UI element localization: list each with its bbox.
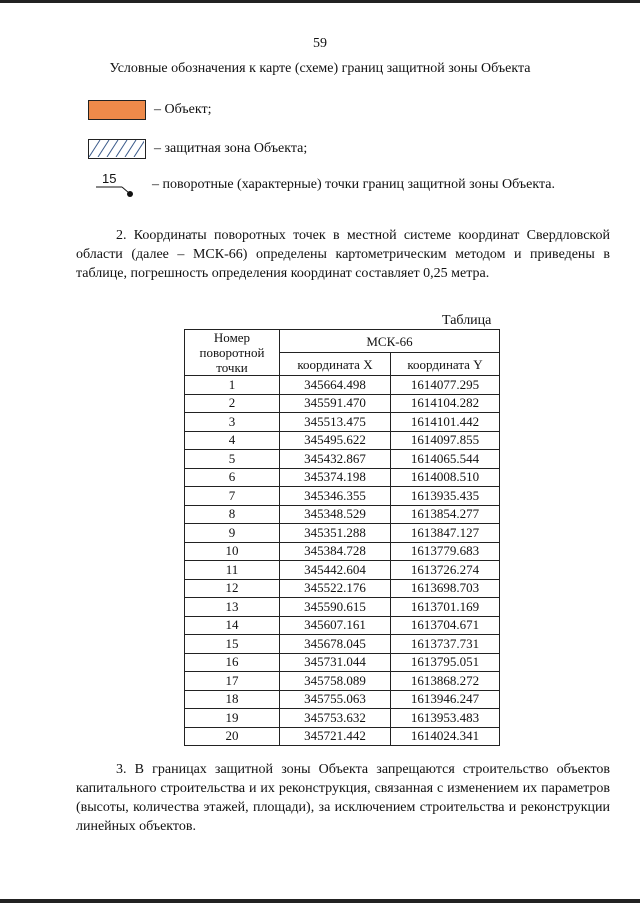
cell-point-number: 5 — [185, 450, 280, 469]
table-caption: Таблица — [442, 313, 492, 328]
cell-coord-y: 1613953.483 — [391, 709, 500, 728]
cell-coord-x: 345374.198 — [280, 468, 391, 487]
cell-coord-y: 1613698.703 — [391, 579, 500, 598]
table-row — [185, 487, 500, 506]
point-marker-icon — [88, 172, 146, 198]
cell-coord-x: 345495.622 — [280, 431, 391, 450]
cell-point-number: 2 — [185, 394, 280, 413]
legend-item-object — [88, 100, 211, 120]
legend-item-point — [88, 172, 555, 198]
object-swatch — [88, 100, 146, 120]
cell-point-number: 9 — [185, 524, 280, 543]
cell-point-number: 4 — [185, 431, 280, 450]
cell-coord-x: 345753.632 — [280, 709, 391, 728]
cell-point-number: 10 — [185, 542, 280, 561]
cell-coord-y: 1614024.341 — [391, 727, 500, 746]
paragraph-3: 3. В границах защитной зоны Объекта запрещаются строительство объектов капитального строительства и их реконструкция, связанная с изменением их параметров (высоты, количества этажей, площади), за исключением строительства и реконструкции линейных объектов. — [76, 762, 610, 834]
page-number: 59 — [313, 36, 327, 51]
cell-coord-y: 1613726.274 — [391, 561, 500, 580]
page-bottom-edge — [0, 899, 640, 903]
cell-coord-y: 1613704.671 — [391, 616, 500, 635]
cell-point-number: 13 — [185, 598, 280, 617]
cell-point-number: 11 — [185, 561, 280, 580]
cell-coord-y: 1614104.282 — [391, 394, 500, 413]
cell-coord-x: 345590.615 — [280, 598, 391, 617]
cell-coord-y: 1613868.272 — [391, 672, 500, 691]
table-row — [185, 413, 500, 432]
header-point-number: Номер поворотной точки — [185, 330, 280, 376]
cell-coord-x: 345384.728 — [280, 542, 391, 561]
cell-coord-x: 345346.355 — [280, 487, 391, 506]
cell-coord-x: 345607.161 — [280, 616, 391, 635]
cell-coord-y: 1614097.855 — [391, 431, 500, 450]
cell-point-number: 12 — [185, 579, 280, 598]
cell-coord-y: 1614065.544 — [391, 450, 500, 469]
table-row — [185, 690, 500, 709]
legend-item-zone — [88, 139, 307, 159]
cell-coord-x: 345432.867 — [280, 450, 391, 469]
cell-point-number: 15 — [185, 635, 280, 654]
cell-coord-x: 345755.063 — [280, 690, 391, 709]
table-row — [185, 635, 500, 654]
cell-coord-y: 1613935.435 — [391, 487, 500, 506]
cell-point-number: 19 — [185, 709, 280, 728]
cell-coord-x: 345351.288 — [280, 524, 391, 543]
cell-coord-x: 345721.442 — [280, 727, 391, 746]
legend-item-label: – защитная зона Объекта; — [154, 141, 308, 156]
cell-point-number: 20 — [185, 727, 280, 746]
table-row — [185, 450, 500, 469]
cell-point-number: 3 — [185, 413, 280, 432]
table-row — [185, 394, 500, 413]
cell-coord-y: 1614077.295 — [391, 376, 500, 395]
legend-item-label: – Объект; — [154, 102, 212, 117]
table-row — [185, 468, 500, 487]
cell-coord-x: 345442.604 — [280, 561, 391, 580]
cell-coord-x: 345591.470 — [280, 394, 391, 413]
cell-coord-y: 1613795.051 — [391, 653, 500, 672]
table-row — [185, 709, 500, 728]
cell-coord-y: 1613779.683 — [391, 542, 500, 561]
table-row — [185, 376, 500, 395]
cell-point-number: 14 — [185, 616, 280, 635]
cell-coord-x: 345678.045 — [280, 635, 391, 654]
cell-coord-x: 345513.475 — [280, 413, 391, 432]
zone-hatch-swatch — [88, 139, 146, 159]
table-row — [185, 672, 500, 691]
cell-coord-y: 1613946.247 — [391, 690, 500, 709]
cell-point-number: 16 — [185, 653, 280, 672]
table-row — [185, 598, 500, 617]
table-row — [185, 616, 500, 635]
cell-coord-x: 345731.044 — [280, 653, 391, 672]
table-row — [185, 542, 500, 561]
table-row — [185, 505, 500, 524]
table-row — [185, 653, 500, 672]
cell-coord-y: 1614101.442 — [391, 413, 500, 432]
coordinates-table — [184, 329, 500, 746]
cell-point-number: 6 — [185, 468, 280, 487]
legend-item-label: – поворотные (характерные) точки границ защитной зоны Объекта. — [152, 177, 555, 192]
cell-coord-y: 1613701.169 — [391, 598, 500, 617]
cell-point-number: 18 — [185, 690, 280, 709]
header-coord-y: координата Y — [391, 353, 500, 376]
legend-title: Условные обозначения к карте (схеме) границ защитной зоны Объекта — [109, 61, 531, 76]
cell-point-number: 7 — [185, 487, 280, 506]
cell-coord-y: 1613854.277 — [391, 505, 500, 524]
cell-coord-y: 1613737.731 — [391, 635, 500, 654]
header-msk66: МСК-66 — [280, 330, 500, 353]
table-row — [185, 561, 500, 580]
cell-point-number: 1 — [185, 376, 280, 395]
cell-point-number: 17 — [185, 672, 280, 691]
hatch-pattern — [89, 140, 144, 157]
paragraph-2: 2. Координаты поворотных точек в местной системе координат Свердловской области (далее – МСК-66) определены картометрическим методом и приведены в таблице, погрешность определения координат составляет 0,25 метра. — [76, 228, 610, 281]
cell-coord-y: 1613847.127 — [391, 524, 500, 543]
table-row — [185, 727, 500, 746]
cell-coord-x: 345664.498 — [280, 376, 391, 395]
table-row — [185, 431, 500, 450]
cell-coord-x: 345348.529 — [280, 505, 391, 524]
header-coord-x: координата X — [280, 353, 391, 376]
table-row — [185, 579, 500, 598]
page-top-edge — [0, 0, 640, 3]
point-marker-number: 15 — [102, 172, 117, 186]
cell-coord-x: 345758.089 — [280, 672, 391, 691]
table-row — [185, 524, 500, 543]
cell-coord-y: 1614008.510 — [391, 468, 500, 487]
cell-coord-x: 345522.176 — [280, 579, 391, 598]
cell-point-number: 8 — [185, 505, 280, 524]
